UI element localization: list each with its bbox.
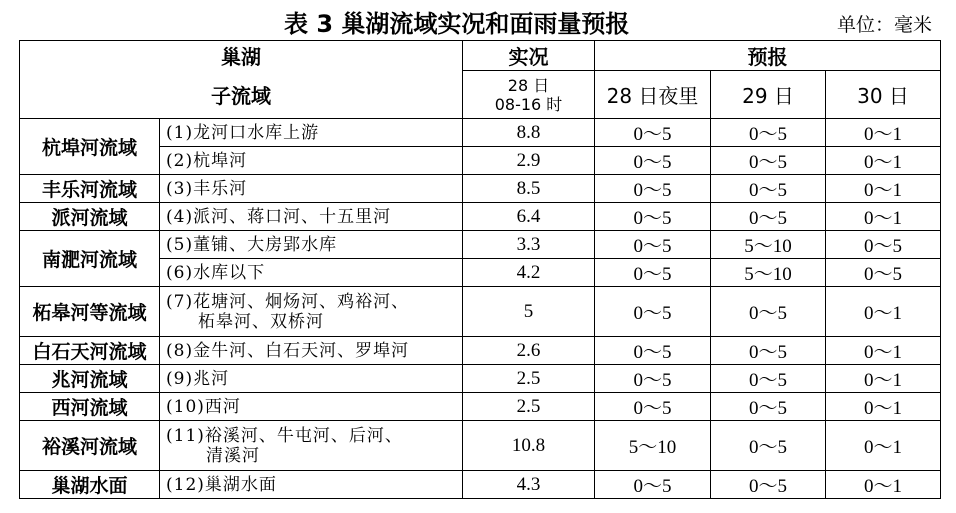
forecast-night-value: 0～5	[595, 471, 711, 499]
subbasin-name: (2)杭埠河	[160, 147, 463, 175]
subbasin-line: 柘皋河、双桥河	[198, 311, 324, 332]
actual-value: 4.3	[463, 471, 595, 499]
forecast-night-value: 0～5	[595, 337, 711, 365]
header-forecast-night: 28 日夜里	[595, 71, 711, 119]
subbasin-name: (12)巢湖水面	[160, 471, 463, 499]
subbasin-name: (8)金牛河、白石天河、罗埠河	[160, 337, 463, 365]
actual-date-hours: 08-16 时	[494, 94, 563, 114]
forecast-night-value: 0～5	[595, 147, 711, 175]
header-subbasin: 子流域	[20, 71, 463, 119]
forecast-day29-value: 0～5	[711, 175, 826, 203]
forecast-day29-value: 0～5	[711, 287, 826, 337]
subbasin-name: (6)水库以下	[160, 259, 463, 287]
subbasin-line: (7)花塘河、炯炀河、鸡裕河、	[166, 291, 410, 312]
forecast-day29-value: 0～5	[711, 365, 826, 393]
table-row	[20, 393, 941, 421]
header-forecast-day29: 29 日	[711, 71, 826, 119]
forecast-day29-value: 0～5	[711, 203, 826, 231]
table-row	[20, 337, 941, 365]
actual-value: 2.5	[463, 365, 595, 393]
table-row	[20, 203, 941, 231]
forecast-day30-value: 0～1	[826, 471, 941, 499]
actual-value: 6.4	[463, 203, 595, 231]
table-title: 表 3 巢湖流域实况和面雨量预报	[284, 10, 630, 38]
forecast-day29-value: 0～5	[711, 337, 826, 365]
forecast-day30-value: 0～1	[826, 421, 941, 471]
basin-name: 派河流域	[20, 203, 160, 231]
table-row	[20, 175, 941, 203]
actual-value: 8.5	[463, 175, 595, 203]
header-forecast-day30: 30 日	[826, 71, 941, 119]
forecast-day29-value: 0～5	[711, 471, 826, 499]
forecast-day30-value: 0～5	[826, 231, 941, 259]
forecast-day30-value: 0～1	[826, 147, 941, 175]
subbasin-name: (9)兆河	[160, 365, 463, 393]
table-row	[20, 119, 941, 147]
actual-value: 5	[463, 287, 595, 337]
actual-value: 3.3	[463, 231, 595, 259]
forecast-day29-value: 0～5	[711, 147, 826, 175]
unit-label: 单位：毫米	[836, 14, 932, 36]
forecast-day30-value: 0～1	[826, 119, 941, 147]
subbasin-name: (10)西河	[160, 393, 463, 421]
subbasin-line: 清溪河	[206, 445, 260, 466]
actual-value: 2.9	[463, 147, 595, 175]
basin-name: 兆河流域	[20, 365, 160, 393]
actual-date-day: 28 日	[507, 75, 550, 95]
subbasin-name	[160, 421, 463, 471]
header-actual-date	[463, 71, 595, 119]
header-forecast: 预报	[595, 41, 941, 71]
actual-value: 4.2	[463, 259, 595, 287]
forecast-night-value: 0～5	[595, 365, 711, 393]
actual-value: 10.8	[463, 421, 595, 471]
forecast-day29-value: 0～5	[711, 119, 826, 147]
forecast-night-value: 0～5	[595, 393, 711, 421]
forecast-day29-value: 5～10	[711, 231, 826, 259]
basin-name: 杭埠河流域	[20, 119, 160, 175]
header-actual: 实况	[463, 41, 595, 71]
subbasin-line: (11)裕溪河、牛屯河、后河、	[166, 425, 403, 446]
forecast-day30-value: 0～1	[826, 287, 941, 337]
subbasin-name: (1)龙河口水库上游	[160, 119, 463, 147]
forecast-day29-value: 0～5	[711, 393, 826, 421]
forecast-night-value: 0～5	[595, 203, 711, 231]
forecast-day30-value: 0～1	[826, 365, 941, 393]
forecast-day30-value: 0～5	[826, 259, 941, 287]
basin-name: 白石天河流域	[20, 337, 160, 365]
table-row	[20, 365, 941, 393]
actual-value: 2.5	[463, 393, 595, 421]
subbasin-name: (3)丰乐河	[160, 175, 463, 203]
table-row	[20, 471, 941, 499]
forecast-day30-value: 0～1	[826, 337, 941, 365]
forecast-day30-value: 0～1	[826, 175, 941, 203]
forecast-day29-value: 5～10	[711, 259, 826, 287]
forecast-night-value: 0～5	[595, 287, 711, 337]
forecast-day29-value: 0～5	[711, 421, 826, 471]
forecast-night-value: 0～5	[595, 231, 711, 259]
actual-value: 2.6	[463, 337, 595, 365]
forecast-day30-value: 0～1	[826, 393, 941, 421]
actual-value: 8.8	[463, 119, 595, 147]
basin-name: 南淝河流域	[20, 231, 160, 287]
basin-name: 西河流域	[20, 393, 160, 421]
basin-name: 柘皋河等流域	[20, 287, 160, 337]
basin-name: 巢湖水面	[20, 471, 160, 499]
table-caption	[0, 4, 956, 38]
subbasin-name: (5)董铺、大房郢水库	[160, 231, 463, 259]
basin-name: 裕溪河流域	[20, 421, 160, 471]
forecast-night-value: 0～5	[595, 259, 711, 287]
header-basin: 巢湖	[20, 41, 463, 71]
table-row	[20, 287, 941, 337]
forecast-night-value: 0～5	[595, 119, 711, 147]
subbasin-name: (4)派河、蒋口河、十五里河	[160, 203, 463, 231]
table-row	[20, 421, 941, 471]
forecast-night-value: 0～5	[595, 175, 711, 203]
subbasin-name	[160, 287, 463, 337]
rainfall-table	[19, 40, 941, 499]
basin-name: 丰乐河流域	[20, 175, 160, 203]
forecast-day30-value: 0～1	[826, 203, 941, 231]
table-row	[20, 231, 941, 259]
forecast-night-value: 5～10	[595, 421, 711, 471]
